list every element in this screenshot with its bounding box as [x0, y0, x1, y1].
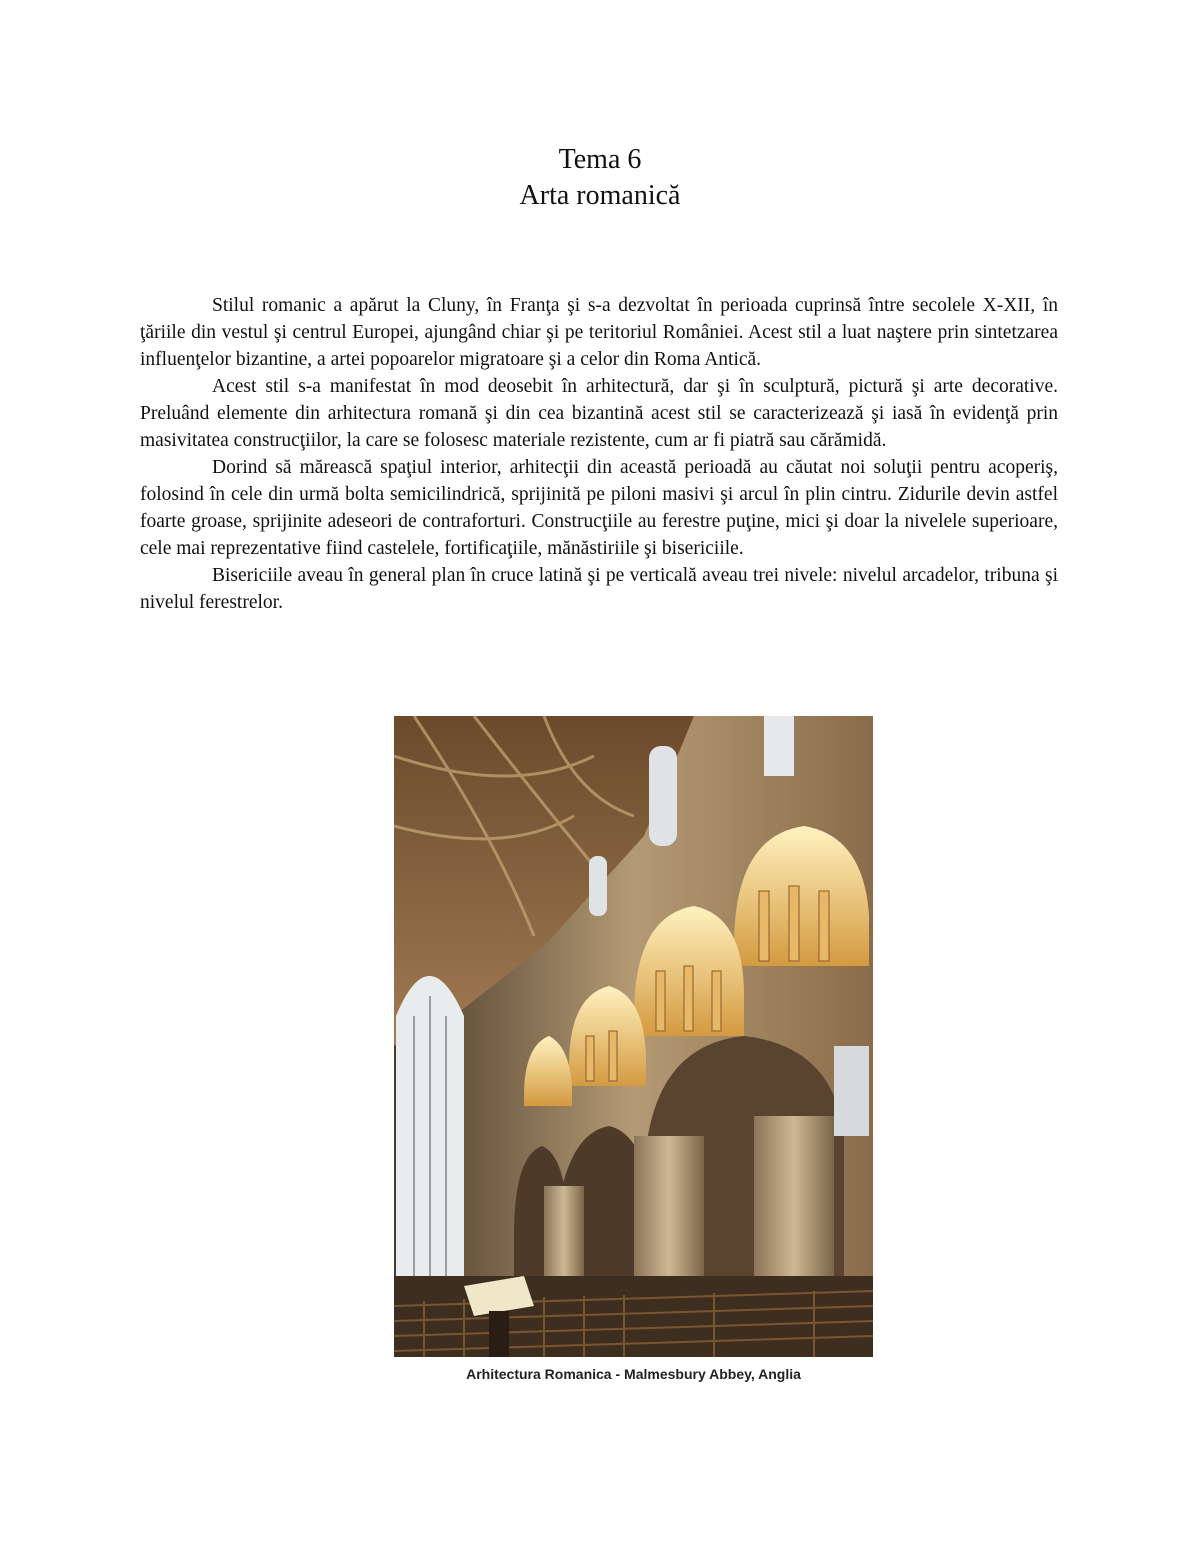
- document-title: [0, 142, 1200, 214]
- figure-caption: Arhitectura Romanica - Malmesbury Abbey, Anglia: [466, 1366, 801, 1382]
- church-interior-photo: [394, 716, 873, 1357]
- paragraph: Acest stil s-a manifestat în mod deosebit în arhitectură, dar şi în sculptură, pictură şi arte decorative. Preluând elemente din arhitectura romană şi din cea bizantină acest stil se caracterizează şi iasă în evidenţă prin masivitatea construcţiilor, la care se folosesc materiale rezistente, cum ar fi piatră sau cărămidă.: [140, 376, 1058, 451]
- title-line-2: Arta romanică: [519, 180, 681, 211]
- paragraph: Dorind să mărească spaţiul interior, arhitecţii din această perioadă au căutat noi soluţii pentru acoperiş, folosind în cele din urmă bolta semicilindrică, sprijinită pe piloni masivi şi arcul în plin cintru. Zidurile devin astfel foarte groase, sprijinite adeseori de contraforturi. Construcţiile au ferestre puţine, mici şi doar la nivelele superioare, cele mai reprezentative fiind castelele, fortificaţiile, mănăstiriile şi bisericiile.: [140, 457, 1058, 559]
- body-text: [140, 292, 1058, 616]
- title-line-1: Tema 6: [558, 144, 642, 175]
- paragraph: Stilul romanic a apărut la Cluny, în Franţa şi s-a dezvoltat în perioada cuprinsă între secolele X-XII, în ţăriile din vestul şi centrul Europei, ajungând chiar şi pe teritoriul României. Acest stil a luat naştere prin sintetzarea influenţelor bizantine, a artei popoarelor migratoare şi a celor din Roma Antică.: [140, 295, 1058, 370]
- paragraph: Bisericiile aveau în general plan în cruce latină şi pe verticală aveau trei nivele: nivelul arcadelor, tribuna şi nivelul ferestrelor.: [140, 565, 1058, 613]
